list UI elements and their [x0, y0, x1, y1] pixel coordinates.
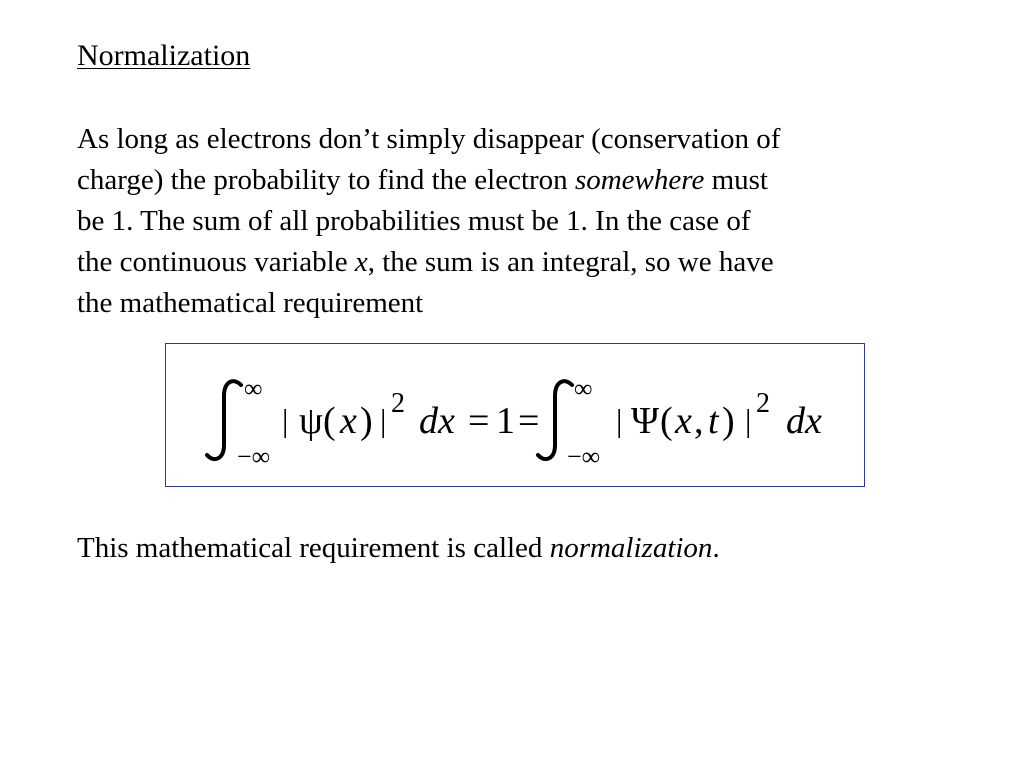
paragraph-text: the continuous variable [77, 246, 355, 278]
paren-close-2: ) [722, 400, 735, 442]
integral-lower-limit-1: −∞ [237, 442, 271, 471]
paragraph-text: , the sum is an integral, so we have [367, 246, 774, 278]
conclusion-period: . [712, 532, 720, 564]
paren-open-2: ( [660, 400, 673, 442]
paren-close-1: ) [360, 400, 373, 442]
abs-bar-close-1: | [380, 402, 387, 438]
conclusion-text-part: This mathematical requirement is called [77, 532, 550, 564]
emphasis-normalization: normalization [549, 532, 713, 564]
paren-open-1: ( [323, 400, 336, 442]
abs-bar-open-1: | [282, 402, 289, 438]
psi-symbol: ψ [299, 400, 323, 442]
equals-sign-2: = [518, 400, 540, 442]
conclusion-text [77, 530, 720, 566]
exponent-2-2: 2 [756, 388, 770, 419]
abs-bar-close-2: | [745, 402, 752, 438]
integral-lower-limit-2: −∞ [567, 442, 601, 471]
abs-bar-open-2: | [616, 402, 623, 438]
variable-x-2: x [675, 400, 692, 442]
comma: , [694, 400, 704, 442]
variable-t: t [708, 400, 719, 442]
number-one: 1 [496, 400, 515, 442]
normalization-equation-box [165, 343, 865, 487]
paragraph-text: charge) the probability to find the electron [77, 164, 575, 196]
exponent-2-1: 2 [391, 388, 405, 419]
paragraph-line-4 [77, 242, 927, 283]
paragraph-line-3: be 1. The sum of all probabilities must be 1. In the case of [77, 205, 751, 237]
integral-upper-limit-2: ∞ [574, 374, 593, 403]
integral-upper-limit-1: ∞ [244, 374, 263, 403]
differential-dx-1: dx [419, 400, 455, 442]
body-paragraph [77, 119, 927, 324]
paragraph-line-1: As long as electrons don’t simply disappear (conservation of [77, 123, 781, 155]
capital-psi-symbol: Ψ [631, 400, 660, 442]
emphasis-variable-x: x [354, 246, 368, 278]
equals-sign-1: = [468, 400, 490, 442]
paragraph-text: must [704, 164, 768, 196]
integral-sign-1 [207, 381, 241, 459]
paragraph-line-5: the mathematical requirement [77, 287, 424, 319]
emphasis-somewhere: somewhere [574, 164, 705, 196]
differential-dx-2: dx [786, 400, 822, 442]
paragraph-line-2 [77, 160, 927, 201]
slide-title: Normalization [77, 39, 251, 72]
variable-x-1: x [340, 400, 357, 442]
normalization-equation [166, 344, 866, 488]
